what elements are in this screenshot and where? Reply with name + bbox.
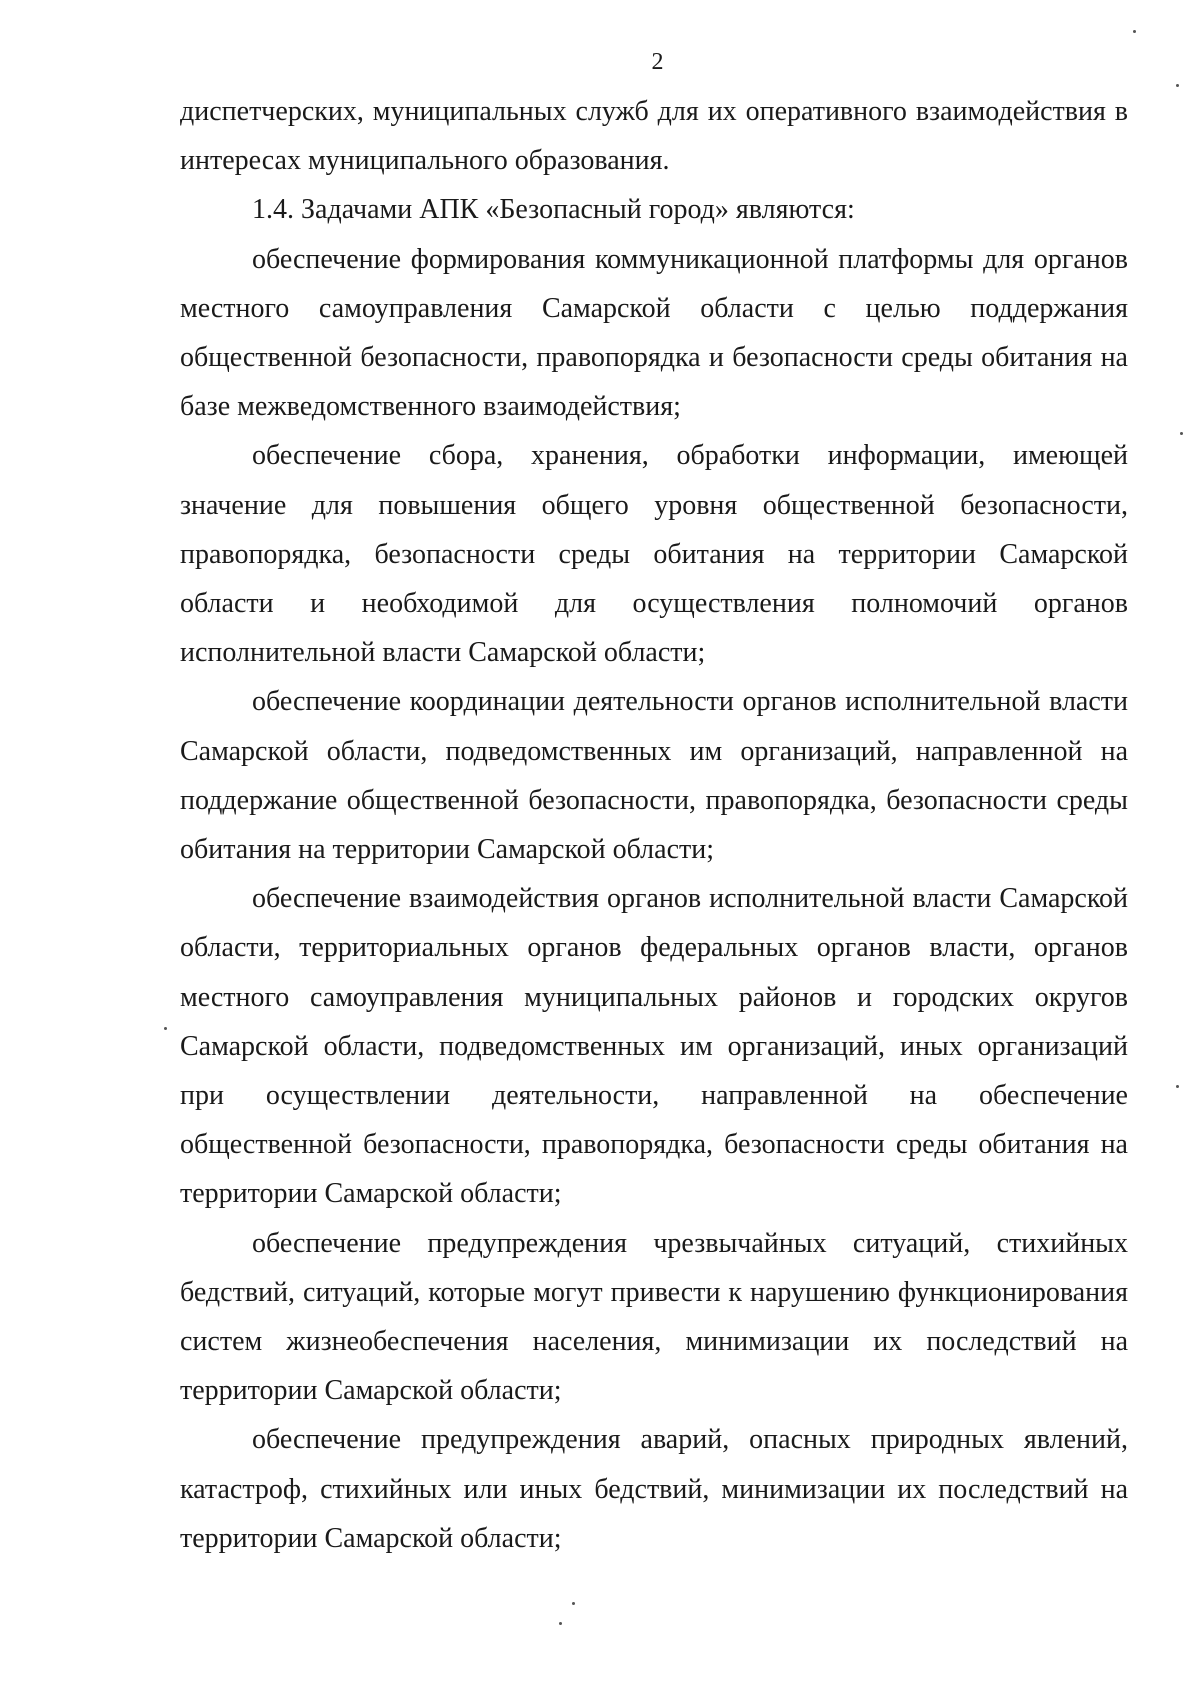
paragraph-communication-platform: обеспечение формирования коммуникационной платформы для органов местного самоуправления Самарской области с целью поддержания общественной безопасности, правопорядка и безопасности среды обитания на базе межведомственного взаимодействия; (180, 243, 1128, 423)
scan-speck (1176, 1085, 1179, 1088)
paragraph-information-collection: обеспечение сбора, хранения, обработки информации, имеющей значение для повышения общего уровня общественной безопасности, правопорядка, безопасности среды обитания на территории Самарской области и необходимой для осуществления полномочий органов исполнительной власти Самарской области; (180, 440, 1128, 669)
scan-speck (164, 1027, 167, 1030)
paragraph-accident-prevention: обеспечение предупреждения аварий, опасных природных явлений, катастроф, стихийных или иных бедствий, минимизации их последствий на территории Самарской области; (180, 1424, 1128, 1554)
scan-speck (1133, 30, 1136, 33)
paragraph-interaction: обеспечение взаимодействия органов исполнительной власти Самарской области, территориальных органов федеральных органов власти, органов местного самоуправления муниципальных районов и городских округов Самарской области, подведомственных им организаций, иных организаций при осуществлении деятельности, направленной на обеспечение общественной безопасности, правопорядка, безопасности среды обитания на территории Самарской области; (180, 883, 1128, 1210)
scan-speck (1180, 432, 1183, 435)
paragraph-emergency-prevention: обеспечение предупреждения чрезвычайных ситуаций, стихийных бедствий, ситуаций, которые могут привести к нарушению функционирования систем жизнеобеспечения населения, минимизации их последствий на территории Самарской области; (180, 1227, 1128, 1407)
page-number: 2 (651, 49, 664, 75)
scan-speck (559, 1622, 562, 1625)
scan-speck (1176, 84, 1179, 87)
document-body (180, 87, 1128, 1563)
paragraph-continuation: диспетчерских, муниципальных служб для их оперативного взаимодействия в интересах муниципального образования. (180, 96, 1128, 177)
paragraph-coordination: обеспечение координации деятельности органов исполнительной власти Самарской области, подведомственных им организаций, направленной на поддержание общественной безопасности, правопорядка, безопасности среды обитания на территории Самарской области; (180, 686, 1128, 866)
paragraph-section-heading: 1.4. Задачами АПК «Безопасный город» являются: (252, 194, 855, 226)
scan-speck (572, 1602, 575, 1605)
